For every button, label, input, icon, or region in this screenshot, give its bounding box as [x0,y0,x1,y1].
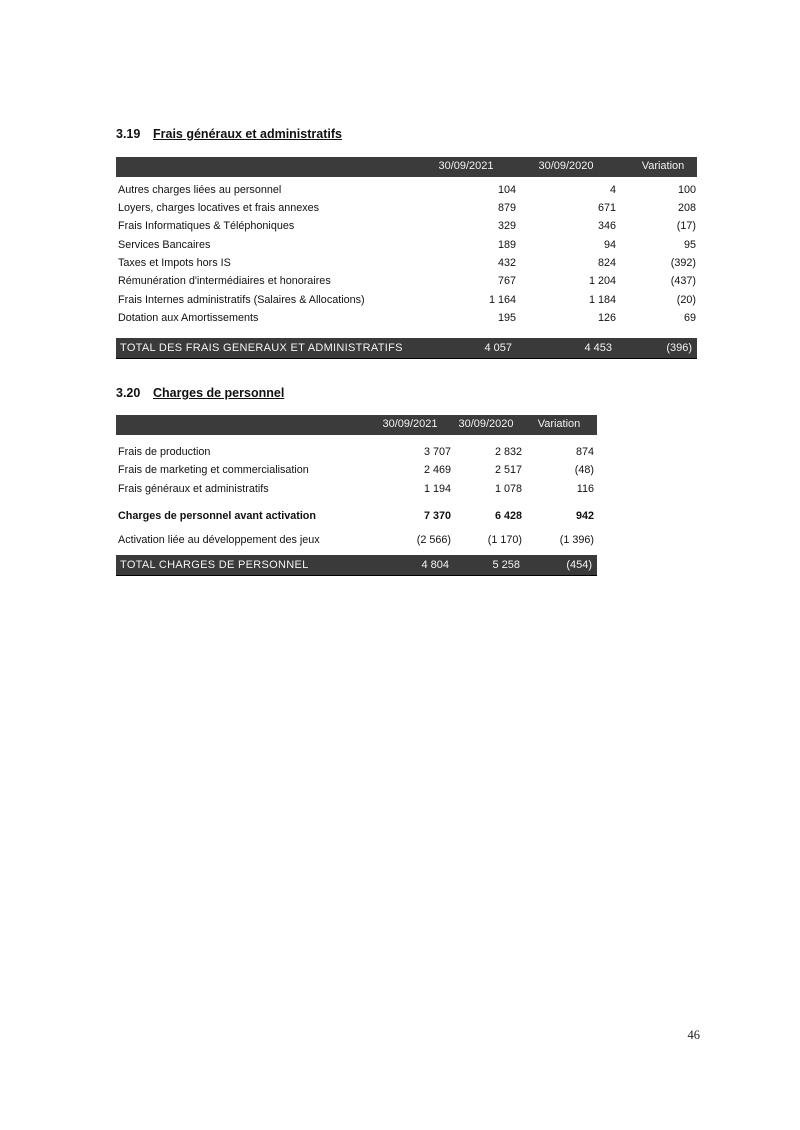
value-2021: 879 [497,202,516,214]
subtotal-row [118,508,598,525]
row-label: Frais de marketing et commercialisation [118,464,309,476]
value-variation: (20) [676,294,696,306]
total-row-frais-generaux [116,338,697,359]
value-2020: 126 [597,312,616,324]
row-label: Frais de production [118,446,211,458]
value-2021: 104 [497,184,516,196]
value-variation: (392) [670,257,696,269]
col-header-variation: Variation [641,160,685,172]
value-variation: 116 [576,483,594,495]
value-2020: 2 832 [494,446,522,458]
value-variation: 100 [677,184,696,196]
table-row [118,218,698,235]
row-label: Frais Internes administratifs (Salaires & Allocations) [118,294,365,306]
col-header-variation: Variation [537,418,581,430]
table-row [118,292,698,309]
total-label: TOTAL CHARGES DE PERSONNEL [120,559,309,571]
row-label: Services Bancaires [118,239,211,251]
row-label: Frais généraux et administratifs [118,483,269,495]
row-label: Activation liée au développement des jeux [118,534,320,546]
value-variation: (48) [574,464,594,476]
row-label: Loyers, charges locatives et frais annexes [118,202,320,214]
value-2020: 346 [597,220,616,232]
value-2021: 767 [497,275,516,287]
row-label: Charges de personnel avant activation [118,510,317,522]
table-row [118,273,698,290]
value-2021: 1 194 [423,483,451,495]
value-2020: 671 [597,202,616,214]
col-header-2021: 30/09/2021 [438,160,494,172]
page-number: 46 [687,1028,700,1042]
value-variation: 942 [575,510,594,522]
table-row [118,237,698,254]
row-label: Rémunération d'intermédiaires et honoraires [118,275,331,287]
total-variation: (396) [666,342,692,354]
activation-row [118,532,598,549]
value-variation: (437) [670,275,696,287]
total-2020: 5 258 [492,559,520,571]
table-row [118,200,698,217]
value-2021: 2 469 [423,464,451,476]
value-2021: (2 566) [416,534,451,546]
section-heading: Frais généraux et administratifs [153,127,342,141]
total-2021: 4 057 [484,342,512,354]
total-2020: 4 453 [584,342,612,354]
table-row [118,481,598,498]
value-2020: 1 078 [494,483,522,495]
value-variation: 95 [683,239,696,251]
row-label: Taxes et Impots hors IS [118,257,231,269]
total-variation: (454) [566,559,592,571]
col-header-2021: 30/09/2021 [382,418,438,430]
table-row [118,182,698,199]
table-row [118,310,698,327]
row-label: Frais Informatiques & Téléphoniques [118,220,295,232]
value-2020: 1 204 [588,275,616,287]
total-row-charges-personnel [116,555,597,576]
value-variation: (17) [676,220,696,232]
value-2020: 824 [597,257,616,269]
value-2020: 2 517 [494,464,522,476]
table-row [118,462,598,479]
section-heading: Charges de personnel [153,386,285,400]
value-2020: 6 428 [494,510,522,522]
section-number: 3.19 [116,127,141,141]
col-header-2020: 30/09/2020 [458,418,514,430]
value-variation: 874 [575,446,594,458]
value-2021: 189 [497,239,516,251]
value-2021: 329 [497,220,516,232]
value-variation: (1 396) [559,534,594,546]
value-2021: 432 [497,257,516,269]
total-label: TOTAL DES FRAIS GENERAUX ET ADMINISTRATIFS [120,342,403,354]
section-number: 3.20 [116,386,141,400]
value-2020: (1 170) [487,534,522,546]
value-2020: 94 [603,239,616,251]
table-header-frais-generaux [116,157,697,177]
row-label: Autres charges liées au personnel [118,184,282,196]
value-2021: 3 707 [423,446,451,458]
section-title-3-19 [116,127,342,141]
value-2021: 195 [497,312,516,324]
total-2021: 4 804 [421,559,449,571]
table-header-charges-personnel [116,415,597,435]
row-label: Dotation aux Amortissements [118,312,259,324]
section-title-3-20 [116,386,284,400]
table-row [118,255,698,272]
table-row [118,444,598,461]
value-2020: 4 [609,184,616,196]
value-variation: 208 [677,202,696,214]
col-header-2020: 30/09/2020 [538,160,594,172]
value-variation: 69 [683,312,696,324]
value-2021: 1 164 [488,294,516,306]
value-2021: 7 370 [423,510,451,522]
value-2020: 1 184 [588,294,616,306]
